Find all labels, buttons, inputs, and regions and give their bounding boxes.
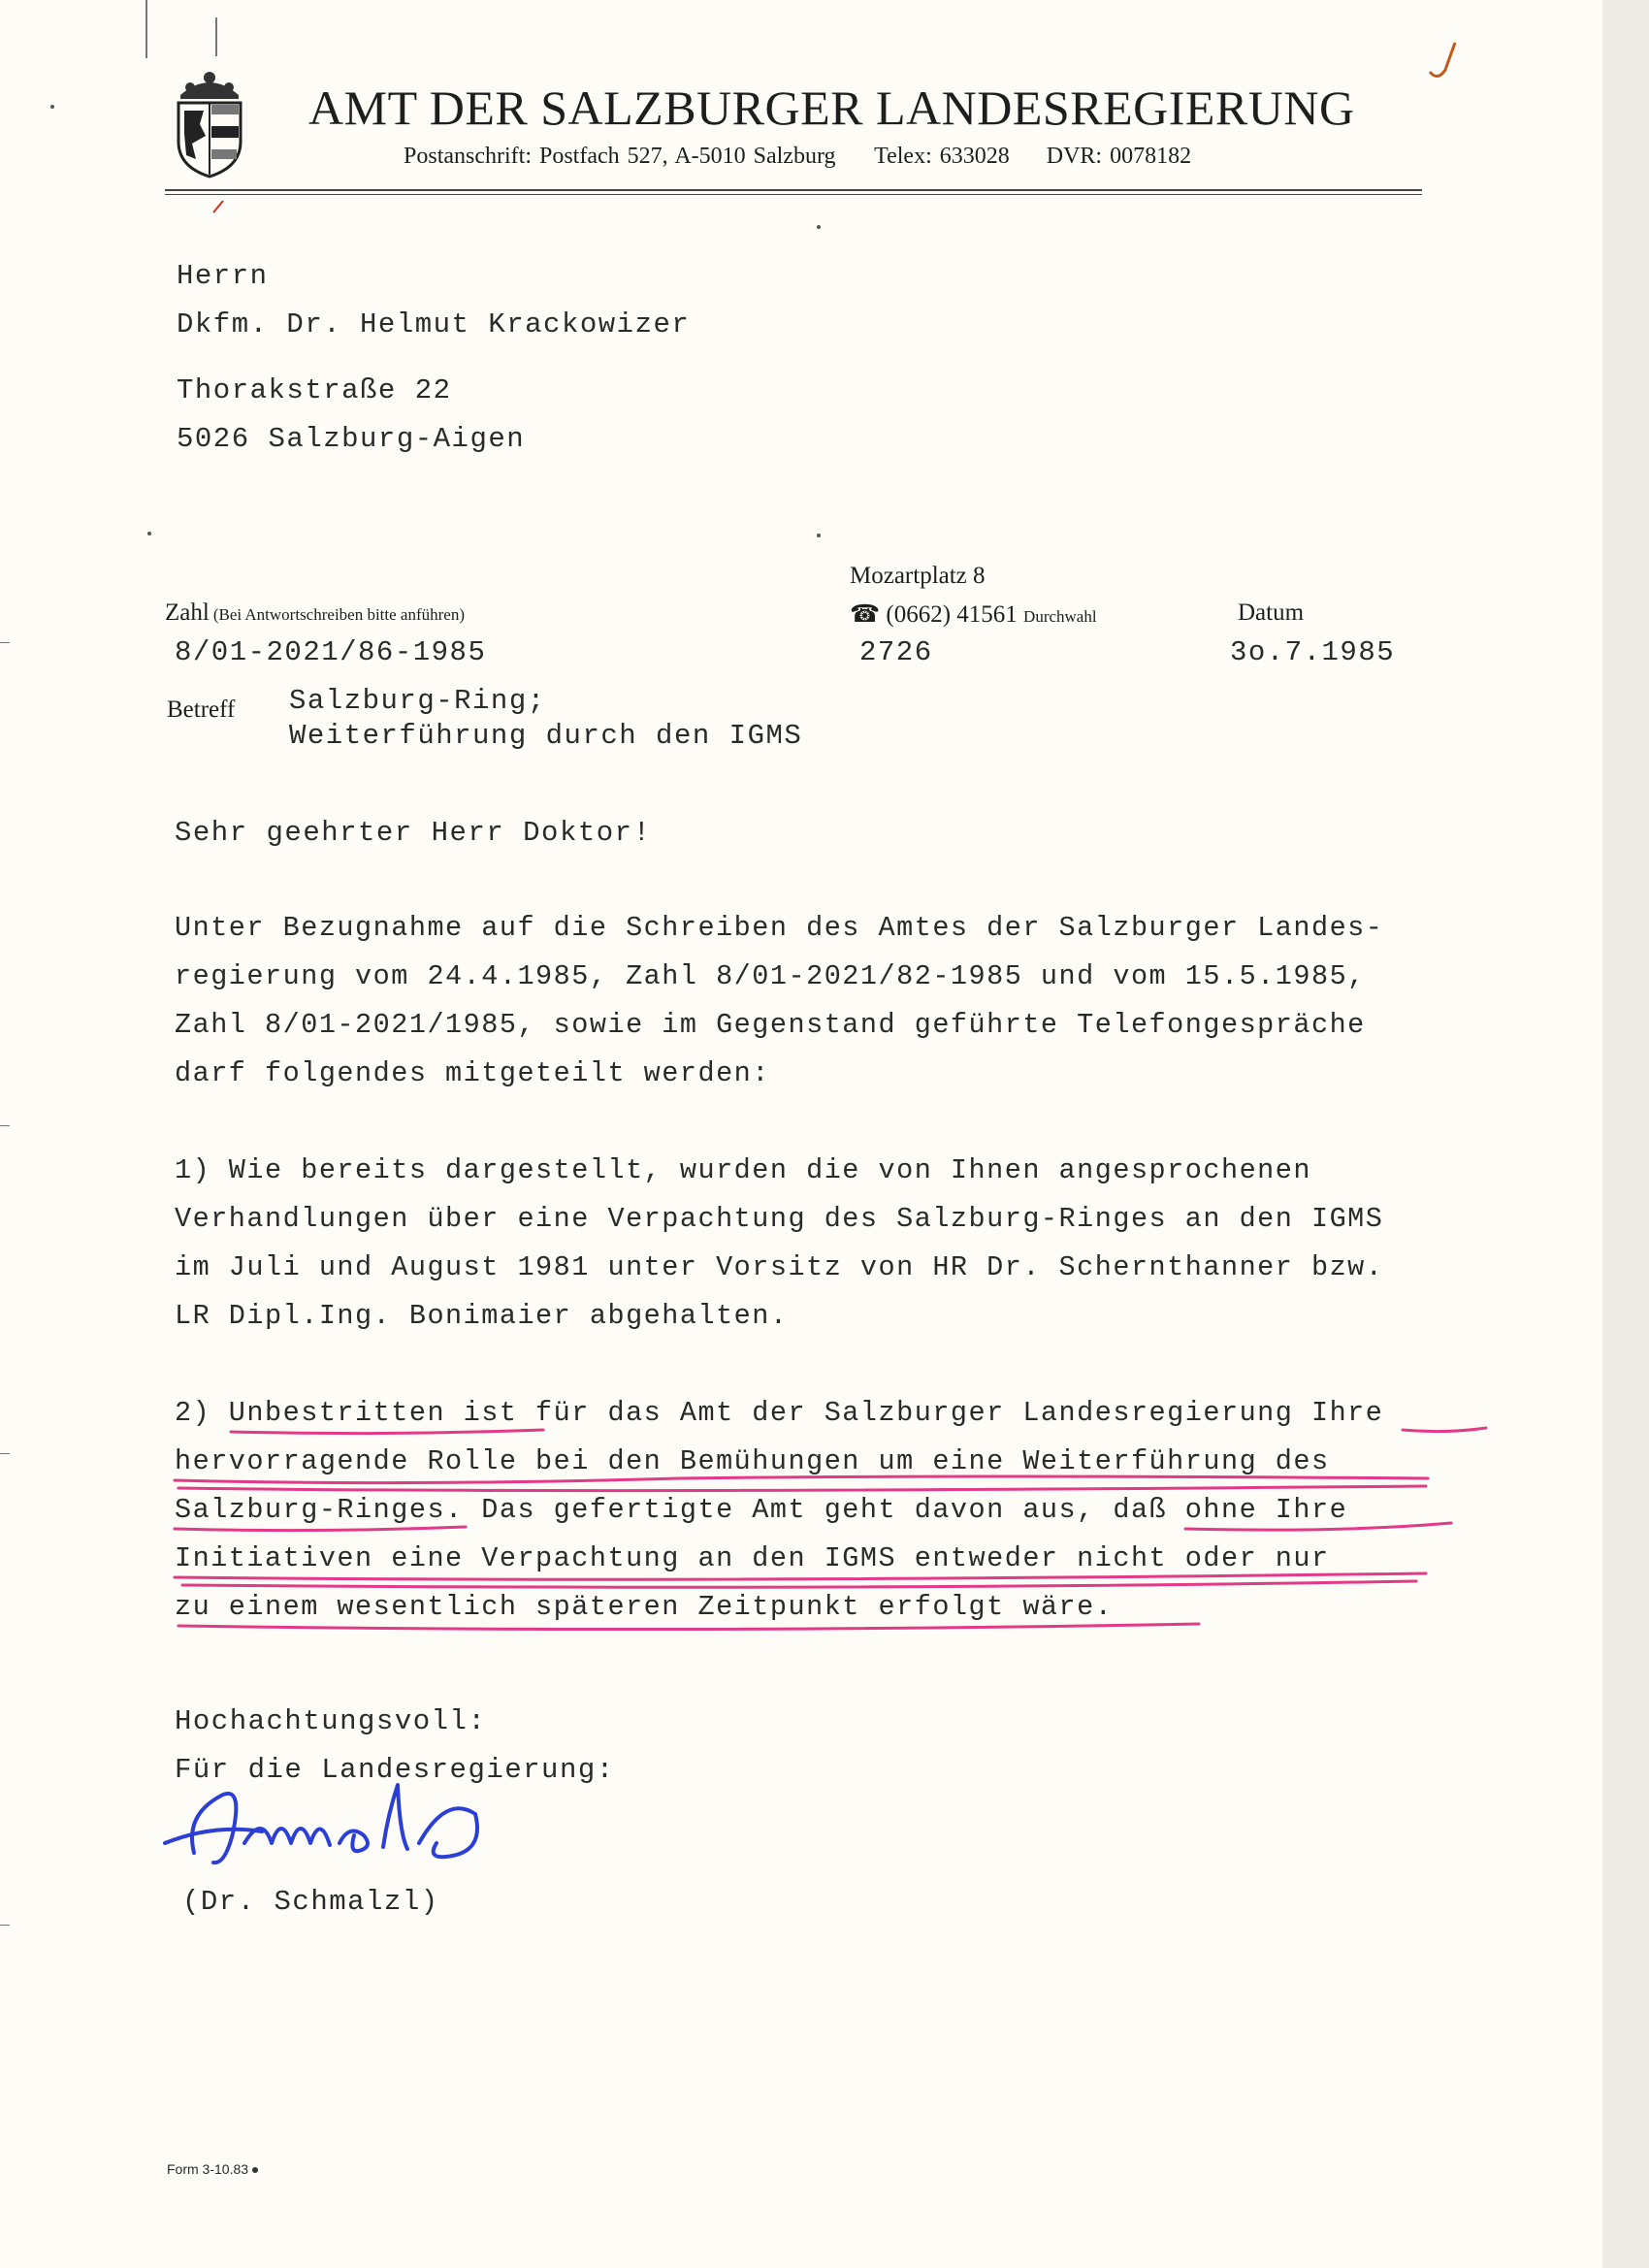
paragraph-1-line: regierung vom 24.4.1985, Zahl 8/01-2021/82-1985 und vom 15.5.1985, <box>175 960 1366 992</box>
recipient-street: Thorakstraße 22 <box>177 374 452 406</box>
subject-line-2: Weiterführung durch den IGMS <box>289 720 803 752</box>
form-number-text: Form 3-10.83 <box>167 2161 249 2177</box>
dvr-number: DVR: 0078182 <box>1046 144 1192 169</box>
signer-name: (Dr. Schmalzl) <box>182 1886 439 1918</box>
paragraph-1-line: Unter Bezugnahme auf die Schreiben des Amtes der Salzburger Landes- <box>175 912 1384 944</box>
paragraph-3-line: Salzburg-Ringes. Das gefertigte Amt geht davon aus, daß ohne Ihre <box>175 1494 1348 1526</box>
paragraph-2-line: LR Dipl.Ing. Bonimaier abgehalten. <box>175 1300 789 1332</box>
durchwahl-value: 2726 <box>859 636 933 668</box>
recipient-name: Dkfm. Dr. Helmut Krackowizer <box>177 308 691 340</box>
telephone-icon: ☎ <box>850 601 881 628</box>
zahl-label: Zahl <box>165 599 210 626</box>
datum-value: 3o.7.1985 <box>1230 636 1396 668</box>
telex-number: Telex: 633028 <box>874 144 1010 169</box>
closing-line: Hochachtungsvoll: <box>175 1705 487 1737</box>
paragraph-1-line: darf folgendes mitgeteilt werden: <box>175 1057 770 1089</box>
paragraph-2-line: im Juli und August 1981 unter Vorsitz von HR Dr. Schernthanner bzw. <box>175 1251 1384 1283</box>
paragraph-1-line: Zahl 8/01-2021/1985, sowie im Gegenstand geführte Telefongespräche <box>175 1009 1366 1041</box>
durchwahl-label: Durchwahl <box>1023 607 1097 626</box>
subject-line-1: Salzburg-Ring; <box>289 685 546 717</box>
recipient-city: 5026 Salzburg-Aigen <box>177 423 526 455</box>
paragraph-2-line: 1) Wie bereits dargestellt, wurden die von Ihnen angesprochenen <box>175 1154 1311 1186</box>
paragraph-3-line: 2) Unbestritten ist für das Amt der Salzburger Landesregierung Ihre <box>175 1397 1384 1429</box>
zahl-hint: (Bei Antwortschreiben bitte anführen) <box>212 605 465 624</box>
postal-address: Postanschrift: Postfach 527, A-5010 Salzburg <box>404 144 836 169</box>
paragraph-3-line: Initiativen eine Verpachtung an den IGMS entweder nicht oder nur <box>175 1542 1330 1574</box>
form-number <box>167 2161 258 2177</box>
office-address: Mozartplatz 8 <box>850 563 986 589</box>
handwritten-signature <box>155 1775 563 1887</box>
margin-tick <box>0 1925 10 1926</box>
greeting: Sehr geehrter Herr Doktor! <box>175 817 652 849</box>
subject-label: Betreff <box>167 697 236 723</box>
zahl-value: 8/01-2021/86-1985 <box>175 636 487 668</box>
bullet-icon <box>252 2167 258 2173</box>
datum-label: Datum <box>1238 599 1305 626</box>
phone-number: (0662) 41561 <box>886 601 1018 628</box>
letterhead-title: AMT DER SALZBURGER LANDESREGIERUNG <box>308 81 1355 135</box>
recipient-salutation: Herrn <box>177 260 269 292</box>
paragraph-3-line: zu einem wesentlich späteren Zeitpunkt erfolgt wäre. <box>175 1591 1114 1623</box>
paragraph-3-line: hervorragende Rolle bei den Bemühungen um eine Weiterführung des <box>175 1445 1330 1477</box>
scan-margin <box>1602 0 1649 2268</box>
paragraph-2-line: Verhandlungen über eine Verpachtung des Salzburg-Ringes an den IGMS <box>175 1203 1384 1235</box>
closing-authority: Für die Landesregierung: <box>175 1754 615 1786</box>
